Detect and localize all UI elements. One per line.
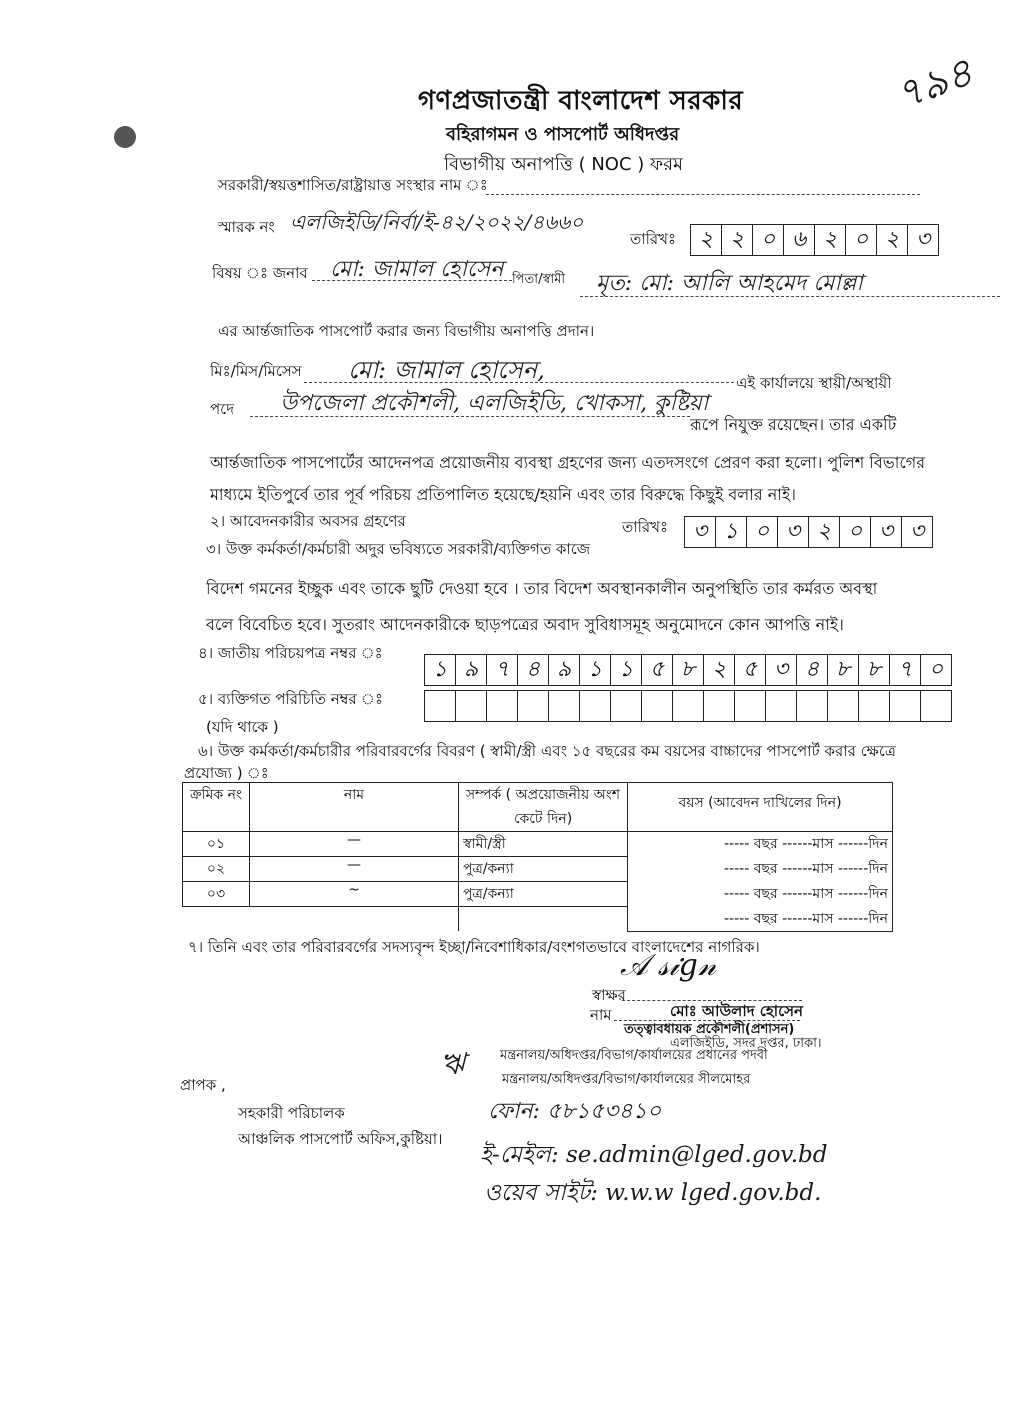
org-name-label: সরকারী/স্বয়ত্তশাসিত/রাষ্ট্রায়াত্ত সংস্থার নাম ঃ [218,176,488,194]
row-relation: স্বামী/স্ত্রী [459,832,628,857]
memo-date-label: তারিখঃ [630,230,676,248]
digit-box: ০ [747,517,778,547]
paragraph1-line1: আর্ন্তজাতিক পাসপোর্টের আদেনপত্র প্রয়োজনীয় ব্যবস্থা গ্রহণের জন্য এতদসংগে প্রেরণ করা হলো। পুলিশ বিভাগের [210,453,926,472]
digit-box [673,691,704,721]
digit-box [735,691,766,721]
digit-box [642,691,673,721]
father-name-line [580,296,1000,297]
digit-box [859,691,890,721]
retirement-date-boxes [684,516,933,548]
digit-box: ০ [928,657,944,682]
empty-cell [459,907,628,932]
subject-name-line [312,280,512,281]
digit-box: ১ [716,517,747,547]
digit-box: ১ [580,655,611,685]
family-table-header [183,783,893,832]
row-serial: ০২ [183,857,250,882]
row-name: ~ [250,882,459,907]
digit-box: ৬ [784,225,815,255]
digit-box [797,691,828,721]
digit-box: ৩ [685,517,716,547]
digit-box: ৮ [859,655,890,685]
digit-box [890,691,921,721]
department-title: বহিরাগমন ও পাসপোর্ট অধিদপ্তর [446,124,680,145]
digit-box: ৩ [915,227,931,252]
signature-image: 𝒜 𝓈𝒾𝑔𝓃 [620,948,717,983]
digit-box [704,691,735,721]
subject-label: বিষয় ঃ জনাব [212,264,308,282]
item4-label: ৪। জাতীয় পরিচয়পত্র নম্বর ঃ [198,644,383,662]
empty-cell [183,907,250,932]
signatory-name: মোঃ আউলাদ হোসেন [670,1002,803,1020]
name-label: নাম [590,1006,612,1024]
digit-box: ১ [425,655,456,685]
item3-line1: ৩। উক্ত কর্মকর্তা/কর্মচারী অদুর ভবিষ্যতে সরকারী/ব্যক্তিগত কাজে [206,540,591,558]
item6-line1: ৬। উক্ত কর্মকর্তা/কর্মচারীর পরিবারবর্গের বিবরণ ( স্বামী/স্ত্রী এবং ১৫ বছরের কম বয়সের বাচ্চাদের পাসপোর্ট করার ক্ষেত্রে [198,742,896,760]
digit-box: ৩ [766,655,797,685]
digit-box: ২ [722,225,753,255]
header-relation: সম্পর্ক ( অপ্রয়োজনীয় অংশ কেটে দিন) [459,783,628,832]
post-label: পদে [210,400,235,418]
row-age: ----- বছর ------মাস ------দিন [628,907,893,932]
item7-text: ৭। তিনি এবং তার পরিবারবর্গের সদস্যবৃন্দ ইচ্ছা/নিবেশাধিকার/বংশগতভাবে বাংলাদেশের নাগরিক। [188,938,760,956]
digit-box: ৩ [909,519,925,544]
empty-cell [250,907,459,932]
digit-box: ৯ [549,655,580,685]
father-label: পিতা/স্বামী [512,272,566,287]
contact-email: ই-মেইল: se.admin@lged.gov.bd [480,1142,828,1168]
digit-box: ৯ [456,655,487,685]
contact-phone: ফোন: ৫৮১৫৩৪১০ [488,1099,662,1124]
row-age: ----- বছর ------মাস ------দিন [628,857,893,882]
digit-box: ৩ [778,517,809,547]
sign-label: স্বাক্ষর [592,986,626,1004]
signatory-office: এলজিইডি, সদর দপ্তর, ঢাকা। [670,1036,822,1051]
digit-box: ৮ [828,655,859,685]
page-number-mark: ৭৯৪ [889,49,979,120]
post-line [250,416,690,417]
recipient-line2: আঞ্চলিক পাসপোর্ট অফিস,কুষ্টিয়া। [238,1130,443,1148]
government-title: গণপ্রজাতন্ত্রী বাংলাদেশ সরকার [418,86,744,116]
digit-box: ২ [704,655,735,685]
digit-box: ০ [753,225,784,255]
digit-box: ৩ [871,517,902,547]
digit-box [766,691,797,721]
digit-box: ২ [877,225,908,255]
header-age: বয়স (আবেদন দাখিলের দিন) [628,783,893,832]
digit-box: ০ [840,517,871,547]
digit-box: ১ [611,655,642,685]
digit-box: ৪ [518,655,549,685]
item5-label: ৫। ব্যক্তিগত পরিচিতি নম্বর ঃ [198,690,383,708]
contact-web: ওয়েব সাইট: w.w.w lged.gov.bd. [484,1180,822,1206]
form-title: বিভাগীয় অনাপত্তি ( NOC ) ফরম [444,154,684,175]
table-row [183,882,893,907]
memo-number: এলজিইডি/নির্বা/ই-৪২/২০২২/৪৬৬০ [290,210,584,234]
header-serial: ক্রমিক নং [183,783,250,832]
digit-box: ৮ [673,655,704,685]
item2-date-label: তারিখঃ [622,518,668,536]
digit-box: ৭ [487,655,518,685]
memo-date-boxes [690,224,939,256]
digit-box [549,691,580,721]
digit-box [425,691,456,721]
binder-hole [114,126,136,148]
row-name: — [250,857,459,882]
digit-box: ২ [815,225,846,255]
digit-box: ৭ [890,655,921,685]
officer-name-line [304,382,734,383]
item5-note: (যদি থাকে ) [206,718,279,736]
ministry-line: মন্ত্রনালয়/অধিদপ্তর/বিভাগ/কার্যালয়ের প্রধানের পদবী [500,1048,768,1063]
paragraph1-line2: মাধ্যমে ইতিপুর্বে তার পূর্ব পরিচয় প্রতিপালিত হয়েছে/হয়নি এবং তার বিরুদ্ধে কিছুই বলার নাই। [210,485,796,504]
seal-line: মন্ত্রনালয়/অধিদপ্তর/বিভাগ/কার্যালয়ের সীলমোহর [502,1072,751,1087]
row-name: — [250,832,459,857]
family-table [182,782,893,932]
recipient-label: প্রাপক , [180,1076,226,1094]
digit-box [611,691,642,721]
row-serial: ০১ [183,832,250,857]
post-value: উপজেলা প্রকৌশলী, এলজিইডি, খোকসা, কুষ্টিয়া [280,391,709,416]
recipient-line1: সহকারী পরিচালক [238,1104,345,1122]
item2-text: ২। আবেদনকারীর অবসর গ্রহণের [210,512,406,530]
item6-line2: প্রযোজ্য ) ঃ [184,764,269,782]
subject-line2: এর আর্ন্তজাতিক পাসপোর্ট করার জন্য বিভাগীয় অনাপত্তি প্রদান। [218,322,595,340]
row-relation: পুত্র/কন্যা [459,882,628,907]
table-row [183,857,893,882]
row-age: ----- বছর ------মাস ------দিন [628,832,893,857]
officer-name: মো: জামাল হোসেন, [348,356,545,384]
row-age: ----- বছর ------মাস ------দিন [628,882,893,907]
digit-box: ৪ [797,655,828,685]
table-row [183,907,893,932]
header-name: নাম [250,783,459,832]
mr-label: মিঃ/মিস/মিসেস [210,362,302,380]
digit-box [487,691,518,721]
signatory-designation: তত্ত্বাবধায়ক প্রকৌশলী(প্রশাসন) [624,1022,795,1037]
digit-box [580,691,611,721]
digit-box: ৫ [642,655,673,685]
personal-id-boxes[interactable] [424,690,952,722]
digit-box [828,691,859,721]
item3-line3: বলে বিবেচিত হবে। সুতরাং আদেনকারীকে ছাড়পত্রের অবাদ সুবিধাসমূহ অনুমোদনে কোন আপত্তি নাই। [206,615,844,634]
table-row [183,832,893,857]
memo-label: স্মারক নং [218,218,275,236]
row-serial: ০৩ [183,882,250,907]
subject-name: মো: জামাল হোসেন [330,257,504,282]
row-relation: পুত্র/কন্যা [459,857,628,882]
father-name: মৃত: মো: আলি আহমেদ মোল্লা [596,271,863,296]
family-table-wrapper [182,782,893,932]
org-name-field[interactable] [486,194,920,195]
item3-line2: বিদেশ গমনের ইচ্ছুক এবং তাকে ছুটি দেওয়া হবে । তার বিদেশ অবস্থানকালীন অনুপস্থিতি তার কর্মরত অবস্থা [206,579,878,598]
nid-number-boxes [424,654,952,686]
digit-box: ৫ [735,655,766,685]
digit-box: ২ [809,517,840,547]
digit-box [518,691,549,721]
digit-box: ২ [691,225,722,255]
digit-box [456,691,487,721]
digit-box: ০ [846,225,877,255]
post-suffix: রূপে নিযুক্ত রয়েছেন। তার একটি [690,415,897,434]
initial-mark: ঋ [440,1047,465,1082]
digit-box [921,691,951,721]
office-text: এই কার্যালয়ে স্থায়ী/অস্থায়ী [736,374,892,392]
